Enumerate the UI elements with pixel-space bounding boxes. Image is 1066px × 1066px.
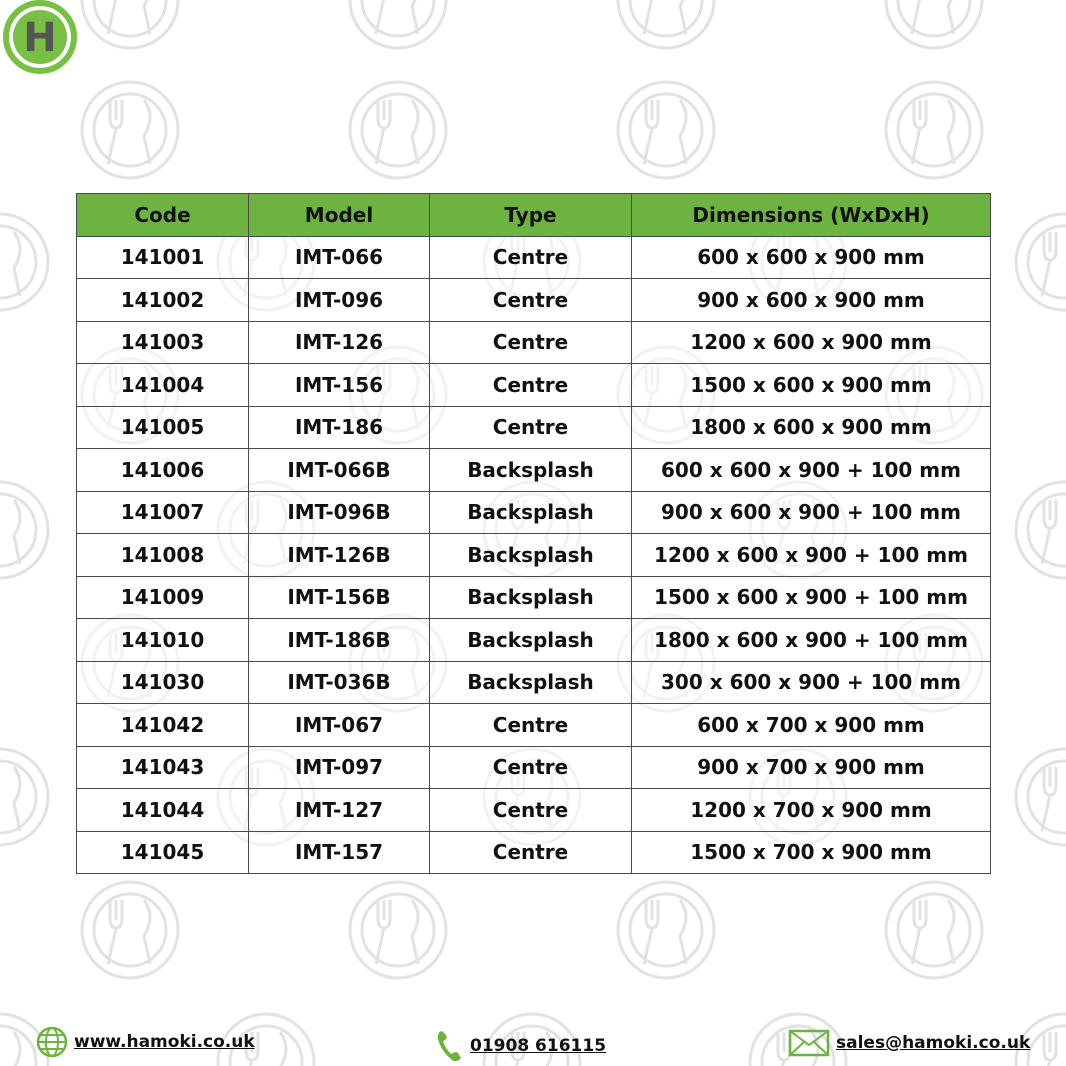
model-cell: IMT-066B bbox=[249, 449, 430, 492]
code-cell: 141006 bbox=[77, 449, 249, 492]
footer-phone[interactable] bbox=[436, 1029, 606, 1063]
type-cell: Centre bbox=[430, 746, 632, 789]
table-row bbox=[77, 746, 991, 789]
table-row bbox=[77, 364, 991, 407]
table-header-row bbox=[77, 194, 991, 237]
table-row bbox=[77, 534, 991, 577]
table-row bbox=[77, 236, 991, 279]
dimensions-cell: 1200 x 600 x 900 + 100 mm bbox=[632, 534, 991, 577]
table-row bbox=[77, 449, 991, 492]
model-cell: IMT-096B bbox=[249, 491, 430, 534]
table-row bbox=[77, 619, 991, 662]
header-code: Code bbox=[77, 194, 249, 237]
code-cell: 141042 bbox=[77, 704, 249, 747]
header-dimensions: Dimensions (WxDxH) bbox=[632, 194, 991, 237]
model-cell: IMT-097 bbox=[249, 746, 430, 789]
model-cell: IMT-066 bbox=[249, 236, 430, 279]
spec-table bbox=[76, 193, 991, 874]
phone-link[interactable]: 01908 616115 bbox=[470, 1036, 607, 1056]
dimensions-cell: 1800 x 600 x 900 mm bbox=[632, 406, 991, 449]
footer-email[interactable] bbox=[788, 1028, 1030, 1058]
model-cell: IMT-096 bbox=[249, 279, 430, 322]
table-body bbox=[77, 236, 991, 874]
model-cell: IMT-126B bbox=[249, 534, 430, 577]
logo-letter: H bbox=[23, 15, 57, 61]
table-row bbox=[77, 279, 991, 322]
type-cell: Centre bbox=[430, 321, 632, 364]
dimensions-cell: 900 x 600 x 900 mm bbox=[632, 279, 991, 322]
dimensions-cell: 600 x 600 x 900 + 100 mm bbox=[632, 449, 991, 492]
footer-website[interactable] bbox=[36, 1026, 255, 1058]
dimensions-cell: 900 x 600 x 900 + 100 mm bbox=[632, 491, 991, 534]
table-row bbox=[77, 321, 991, 364]
code-cell: 141007 bbox=[77, 491, 249, 534]
dimensions-cell: 1500 x 600 x 900 + 100 mm bbox=[632, 576, 991, 619]
type-cell: Backsplash bbox=[430, 449, 632, 492]
type-cell: Centre bbox=[430, 704, 632, 747]
code-cell: 141043 bbox=[77, 746, 249, 789]
code-cell: 141045 bbox=[77, 831, 249, 874]
brand-logo bbox=[2, 0, 78, 76]
code-cell: 141002 bbox=[77, 279, 249, 322]
code-cell: 141044 bbox=[77, 789, 249, 832]
code-cell: 141010 bbox=[77, 619, 249, 662]
type-cell: Centre bbox=[430, 236, 632, 279]
website-link[interactable]: www.hamoki.co.uk bbox=[74, 1032, 255, 1052]
dimensions-cell: 1800 x 600 x 900 + 100 mm bbox=[632, 619, 991, 662]
code-cell: 141005 bbox=[77, 406, 249, 449]
email-link[interactable]: sales@hamoki.co.uk bbox=[836, 1033, 1031, 1053]
model-cell: IMT-067 bbox=[249, 704, 430, 747]
type-cell: Backsplash bbox=[430, 491, 632, 534]
header-type: Type bbox=[430, 194, 632, 237]
dimensions-cell: 1200 x 600 x 900 mm bbox=[632, 321, 991, 364]
code-cell: 141009 bbox=[77, 576, 249, 619]
dimensions-cell: 600 x 600 x 900 mm bbox=[632, 236, 991, 279]
code-cell: 141030 bbox=[77, 661, 249, 704]
type-cell: Backsplash bbox=[430, 619, 632, 662]
model-cell: IMT-156B bbox=[249, 576, 430, 619]
table-row bbox=[77, 661, 991, 704]
globe-icon bbox=[36, 1026, 68, 1058]
dimensions-cell: 600 x 700 x 900 mm bbox=[632, 704, 991, 747]
type-cell: Centre bbox=[430, 279, 632, 322]
model-cell: IMT-036B bbox=[249, 661, 430, 704]
code-cell: 141008 bbox=[77, 534, 249, 577]
type-cell: Backsplash bbox=[430, 576, 632, 619]
table-row bbox=[77, 789, 991, 832]
code-cell: 141001 bbox=[77, 236, 249, 279]
type-cell: Backsplash bbox=[430, 661, 632, 704]
model-cell: IMT-126 bbox=[249, 321, 430, 364]
model-cell: IMT-186 bbox=[249, 406, 430, 449]
table-row bbox=[77, 406, 991, 449]
type-cell: Centre bbox=[430, 831, 632, 874]
type-cell: Backsplash bbox=[430, 534, 632, 577]
type-cell: Centre bbox=[430, 364, 632, 407]
model-cell: IMT-127 bbox=[249, 789, 430, 832]
model-cell: IMT-156 bbox=[249, 364, 430, 407]
phone-icon bbox=[436, 1029, 464, 1063]
header-model: Model bbox=[249, 194, 430, 237]
code-cell: 141003 bbox=[77, 321, 249, 364]
dimensions-cell: 300 x 600 x 900 + 100 mm bbox=[632, 661, 991, 704]
table-row bbox=[77, 576, 991, 619]
table-row bbox=[77, 704, 991, 747]
dimensions-cell: 900 x 700 x 900 mm bbox=[632, 746, 991, 789]
code-cell: 141004 bbox=[77, 364, 249, 407]
type-cell: Centre bbox=[430, 789, 632, 832]
table-row bbox=[77, 491, 991, 534]
dimensions-cell: 1200 x 700 x 900 mm bbox=[632, 789, 991, 832]
dimensions-cell: 1500 x 700 x 900 mm bbox=[632, 831, 991, 874]
table-row bbox=[77, 831, 991, 874]
dimensions-cell: 1500 x 600 x 900 mm bbox=[632, 364, 991, 407]
mail-icon bbox=[788, 1028, 830, 1058]
model-cell: IMT-186B bbox=[249, 619, 430, 662]
type-cell: Centre bbox=[430, 406, 632, 449]
model-cell: IMT-157 bbox=[249, 831, 430, 874]
